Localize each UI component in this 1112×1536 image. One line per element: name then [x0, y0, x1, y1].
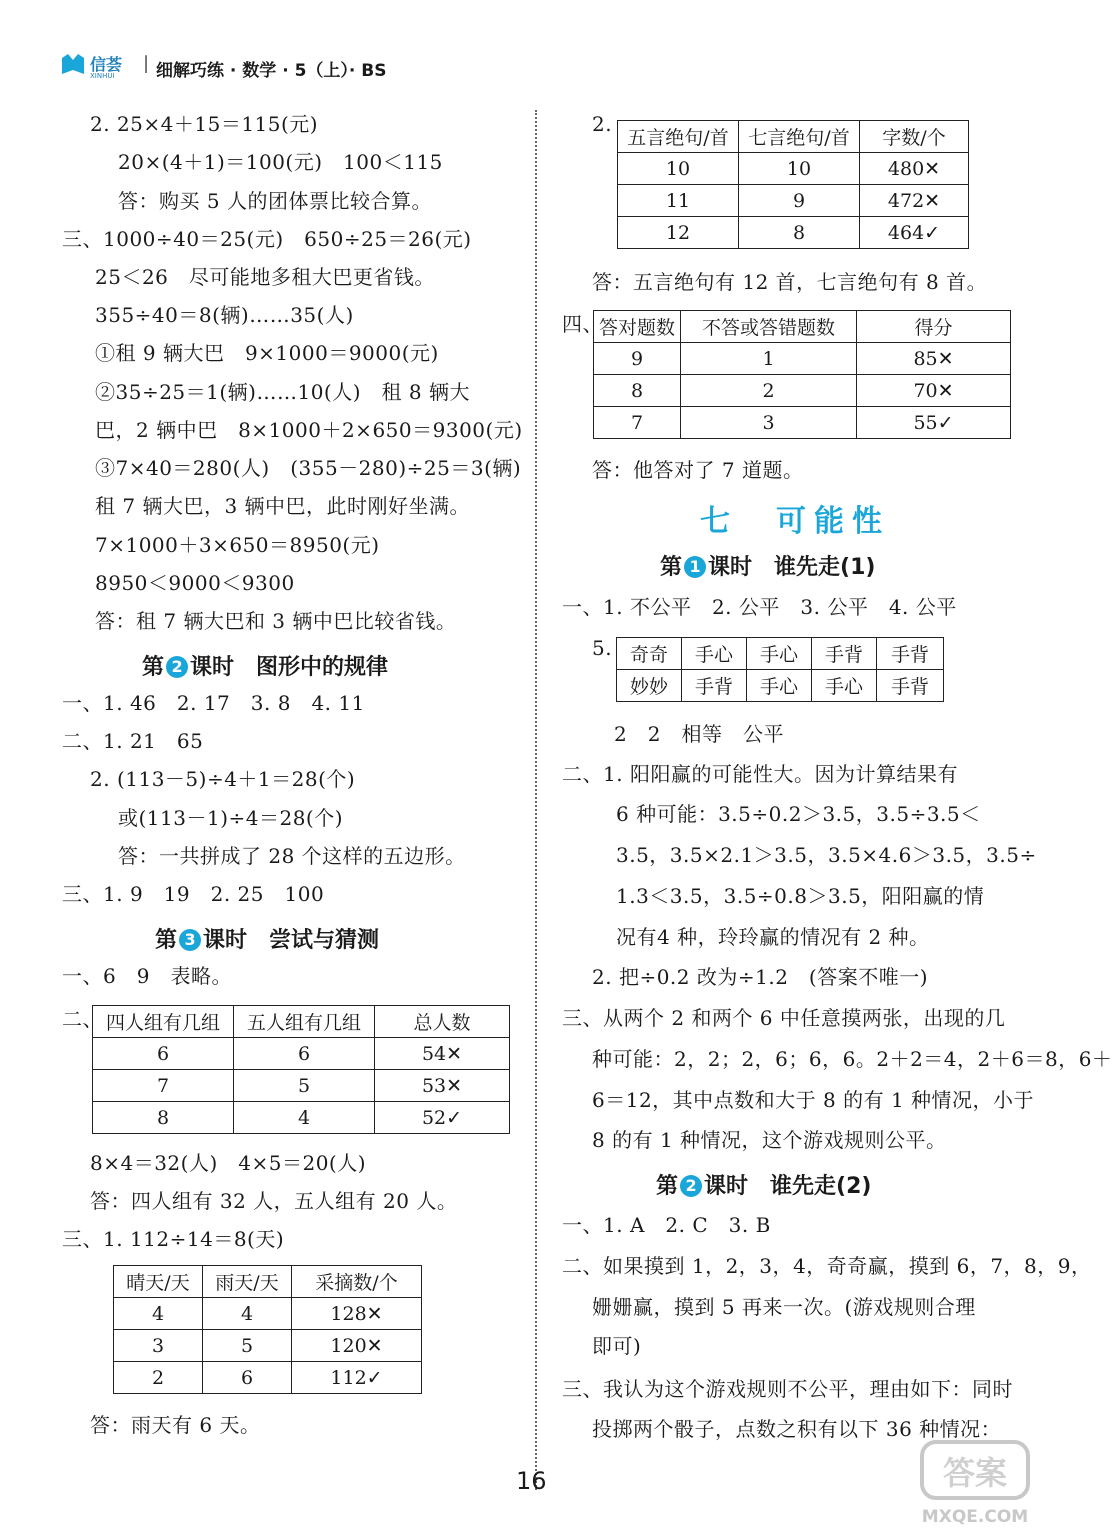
answer-line: 2. 把÷0.2 改为÷1.2 (答案不唯一)	[592, 965, 929, 989]
answer-line: ①租 9 辆大巴 9×1000＝9000(元)	[95, 341, 439, 365]
answer-line: 况有4 种，玲玲赢的情况有 2 种。	[616, 925, 930, 949]
score-table	[593, 310, 1011, 439]
section-heading: 第 1 课时 谁先走(1)	[660, 555, 876, 580]
lesson-number-badge: 1	[684, 556, 706, 578]
answer-line: 8×4＝32(人) 4×5＝20(人)	[90, 1151, 367, 1175]
table-cell: 总人数	[375, 1006, 510, 1038]
table-cell: 472✕	[860, 185, 969, 217]
answer-label: 2.	[592, 112, 613, 136]
table-cell: 4	[114, 1298, 203, 1330]
table-cell: 采摘数/个	[292, 1266, 422, 1298]
table-cell: 6	[203, 1362, 292, 1394]
table-cell: 晴天/天	[114, 1266, 203, 1298]
table-cell: 3	[681, 407, 857, 439]
table-cell: 手背	[682, 670, 747, 702]
table-cell: 10	[739, 153, 860, 185]
table-cell: 4	[234, 1102, 375, 1134]
answer-label: 二、	[62, 1007, 103, 1031]
table-cell: 5	[203, 1330, 292, 1362]
answer-line: 1.3＜3.5，3.5÷0.8＞3.5，阳阳赢的情	[616, 884, 985, 908]
table-cell: 6	[234, 1038, 375, 1070]
table-cell: 雨天/天	[203, 1266, 292, 1298]
answer-line: 二、1. 21 65	[62, 729, 204, 753]
section-heading: 第 3 课时 尝试与猜测	[155, 928, 380, 953]
answer-line: 答：一共拼成了 28 个这样的五边形。	[118, 844, 466, 868]
svg-text:答案: 答案	[942, 1454, 1008, 1492]
table-cell: 七言绝句/首	[739, 121, 860, 153]
table-cell: 7	[594, 407, 681, 439]
lesson-number-badge: 2	[166, 656, 188, 678]
answer-line: 6 种可能：3.5÷0.2＞3.5，3.5÷3.5＜	[616, 802, 981, 826]
answer-line: 答：四人组有 32 人，五人组有 20 人。	[90, 1189, 458, 1213]
answer-line: 三、从两个 2 和两个 6 中任意摸两张，出现的几	[562, 1006, 1006, 1030]
lesson-number-badge: 2	[680, 1175, 702, 1197]
table-cell: 1	[681, 343, 857, 375]
table-cell: 52✓	[375, 1102, 510, 1134]
answer-line: 巴，2 辆中巴 8×1000＋2×650＝9300(元)	[95, 418, 523, 442]
table-cell: 5	[234, 1070, 375, 1102]
answer-label: 5.	[592, 636, 613, 660]
answer-line: 答：购买 5 人的团体票比较合算。	[118, 189, 432, 213]
table-cell: 8	[93, 1102, 234, 1134]
watermark-stamp	[920, 1438, 1030, 1528]
answer-line: 答：雨天有 6 天。	[90, 1413, 261, 1437]
answer-line: 3.5，3.5×2.1＞3.5，3.5×4.6＞3.5，3.5÷	[616, 843, 1037, 867]
table-cell: 53✕	[375, 1070, 510, 1102]
table-cell: 不答或答错题数	[681, 311, 857, 343]
table-cell: 464✓	[860, 217, 969, 249]
answer-line: 一、6 9 表略。	[62, 964, 232, 988]
table-cell: 8	[594, 375, 681, 407]
answer-line: 2. 25×4＋15＝115(元)	[90, 112, 319, 136]
table-cell: 120✕	[292, 1330, 422, 1362]
answer-line: 8950＜9000＜9300	[95, 571, 295, 595]
table-cell: 手背	[877, 638, 944, 670]
table-cell: 手背	[812, 638, 877, 670]
answer-line: 25＜26 尽可能地多租大巴更省钱。	[95, 265, 435, 289]
table-cell: 妙妙	[617, 670, 682, 702]
table-cell: 128✕	[292, 1298, 422, 1330]
answer-line: 或(113－1)÷4＝28(个)	[118, 806, 344, 830]
table-cell: 五言绝句/首	[618, 121, 739, 153]
table-cell: 奇奇	[617, 638, 682, 670]
answer-line: 答：他答对了 7 道题。	[592, 458, 804, 482]
table-cell: 四人组有几组	[93, 1006, 234, 1038]
guess-table-days	[113, 1265, 422, 1394]
table-cell: 手心	[747, 670, 812, 702]
table-cell: 手心	[812, 670, 877, 702]
table-cell: 3	[114, 1330, 203, 1362]
hand-game-table	[616, 637, 944, 702]
answer-line: 一、1. A 2. C 3. B	[562, 1213, 771, 1237]
brand-subtitle: XINHUI	[90, 72, 115, 80]
answer-line: 投掷两个骰子，点数之积有以下 36 种情况：	[592, 1417, 1002, 1441]
header-separator: |	[143, 53, 150, 74]
answer-line: 三、1000÷40＝25(元) 650÷25＝26(元)	[62, 227, 472, 251]
table-cell: 字数/个	[860, 121, 969, 153]
table-cell: 8	[739, 217, 860, 249]
answer-line: 20×(4＋1)＝100(元) 100＜115	[118, 150, 443, 174]
answer-line: 三、我认为这个游戏规则不公平，理由如下：同时	[562, 1377, 1013, 1401]
answer-line: 租 7 辆大巴，3 辆中巴，此时刚好坐满。	[95, 494, 471, 518]
section-heading: 第 2 课时 图形中的规律	[142, 655, 389, 680]
section-heading: 第 2 课时 谁先走(2)	[656, 1174, 872, 1199]
column-divider	[535, 110, 537, 1490]
answer-line: 一、1. 不公平 2. 公平 3. 公平 4. 公平	[562, 595, 957, 619]
answer-label: 四、	[562, 312, 603, 336]
table-cell: 手背	[877, 670, 944, 702]
table-cell: 五人组有几组	[234, 1006, 375, 1038]
table-cell: 9	[594, 343, 681, 375]
chapter-title: 七 可能性	[700, 504, 890, 539]
table-cell: 2	[681, 375, 857, 407]
answer-line: 即可)	[592, 1334, 642, 1358]
table-cell: 54✕	[375, 1038, 510, 1070]
lesson-number-badge: 3	[179, 929, 201, 951]
answer-line: 6＝12，其中点数和大于 8 的有 1 种情况，小于	[592, 1088, 1035, 1112]
table-cell: 手心	[747, 638, 812, 670]
table-cell: 6	[93, 1038, 234, 1070]
table-cell: 480✕	[860, 153, 969, 185]
answer-line: ③7×40＝280(人) (355－280)÷25＝3(辆)	[95, 456, 522, 480]
answer-line: 2. (113－5)÷4＋1＝28(个)	[90, 767, 356, 791]
table-cell: 85✕	[857, 343, 1011, 375]
table-cell: 10	[618, 153, 739, 185]
answer-line: 一、1. 46 2. 17 3. 8 4. 11	[62, 691, 365, 715]
table-cell: 70✕	[857, 375, 1011, 407]
table-cell: 7	[93, 1070, 234, 1102]
brand-name: 信荟	[90, 55, 123, 74]
guess-table-groups	[92, 1005, 510, 1134]
answer-line: 二、如果摸到 1，2，3，4，奇奇赢，摸到 6，7，8，9，	[562, 1254, 1092, 1278]
answer-line: 三、1. 112÷14＝8(天)	[62, 1227, 285, 1251]
page-number: 16	[516, 1467, 547, 1495]
table-cell: 55✓	[857, 407, 1011, 439]
book-title: 细解巧练 · 数学 · 5（上）· BS	[156, 61, 387, 81]
answer-line: 种可能：2，2；2，6；6，6。2＋2＝4，2＋6＝8，6＋	[592, 1047, 1112, 1071]
answer-line: 答：租 7 辆大巴和 3 辆中巴比较省钱。	[95, 609, 457, 633]
answer-line: 姗姗赢，摸到 5 再来一次。(游戏规则合理	[592, 1295, 976, 1319]
svg-text:MXQE.COM: MXQE.COM	[921, 1507, 1029, 1527]
answer-line: 三、1. 9 19 2. 25 100	[62, 882, 325, 906]
table-cell: 2	[114, 1362, 203, 1394]
answer-line: 355÷40＝8(辆)……35(人)	[95, 303, 354, 327]
table-cell: 答对题数	[594, 311, 681, 343]
answer-line: ②35÷25＝1(辆)……10(人) 租 8 辆大	[95, 380, 470, 404]
answer-line: 7×1000＋3×650＝8950(元)	[95, 533, 380, 557]
table-cell: 9	[739, 185, 860, 217]
answer-line: 2 2 相等 公平	[614, 722, 784, 746]
answer-line: 二、1. 阳阳赢的可能性大。因为计算结果有	[562, 762, 958, 786]
table-cell: 4	[203, 1298, 292, 1330]
book-logo-icon	[60, 52, 86, 78]
table-cell: 112✓	[292, 1362, 422, 1394]
poem-table	[617, 120, 969, 249]
table-cell: 得分	[857, 311, 1011, 343]
answer-line: 答：五言绝句有 12 首，七言绝句有 8 首。	[592, 270, 988, 294]
answer-line: 8 的有 1 种情况，这个游戏规则公平。	[592, 1128, 947, 1152]
table-cell: 11	[618, 185, 739, 217]
table-cell: 12	[618, 217, 739, 249]
table-cell: 手心	[682, 638, 747, 670]
